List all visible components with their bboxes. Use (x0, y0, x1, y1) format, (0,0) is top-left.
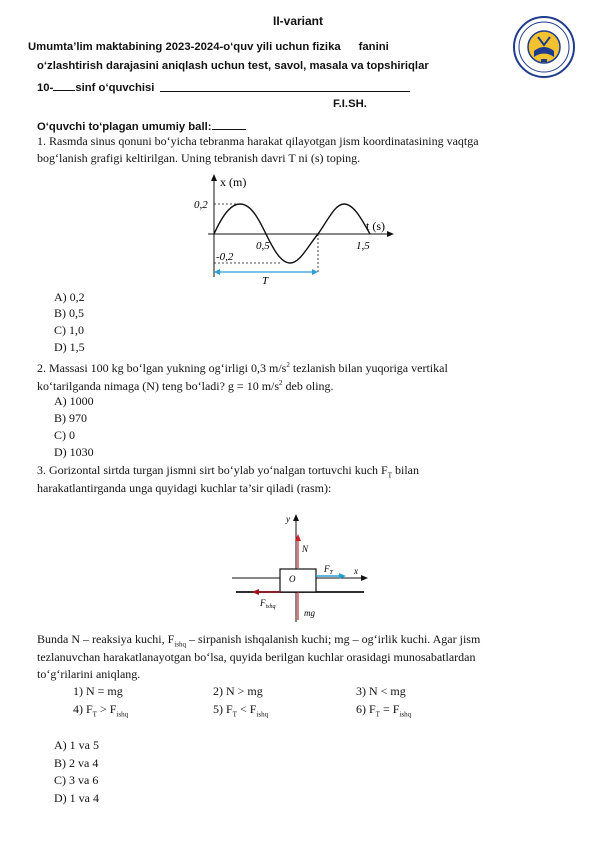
q3-text-1: 3. Gorizontal sirtda turgan jismni sirt bo‘ylab yo‘nalgan tortuvchi kuch $F_T$ bilan (37, 463, 419, 480)
x-tick-1: 0,5 (256, 240, 270, 252)
fig-ft-label: $F_T$ (324, 564, 333, 576)
q2-text-2: ko‘tarilganda nimaga (N) teng bo‘ladi? g = 10 $m/s^2$ deb oling. (37, 379, 334, 393)
variant-title: II-variant (272, 14, 323, 28)
q3-para-1: Bunda N – reaksiya kuchi, $F_{ishq}$ – sirpanish ishqalanish kuchi; mg – og‘irlik kuchi. Agar jism (37, 632, 481, 649)
period-label: T (262, 275, 269, 287)
y-tick-neg: -0,2 (216, 251, 234, 263)
score-label: O‘quvchi to‘plagan umumiy ball: (37, 119, 246, 133)
y-tick-pos: 0,2 (194, 199, 208, 211)
fish-label: F.I.SH. (333, 98, 367, 110)
q1-text-2: bog‘lanish grafigi keltirilgan. Uning tebranish davri T ni (s) toping. (37, 151, 361, 165)
q3-relation-4: 4) $F_T > F_{ishq}$ (73, 702, 129, 719)
q2-text-1: 2. Massasi 100 kg bo‘lgan yukning og‘irligi 0,3 $m/s^2$ tezlanish bilan yuqoriga vertikal (37, 361, 448, 375)
q3-option-a[interactable]: A) 1 va 5 (54, 738, 99, 752)
q3-relation-6: 6) $F_T = F_{ishq}$ (356, 702, 412, 719)
fig-x-label: x (354, 566, 358, 576)
q1-option-c[interactable]: C) 1,0 (54, 323, 84, 337)
q3-relation-2: 2) N > mg (213, 684, 263, 698)
q2-option-c[interactable]: C) 0 (54, 428, 75, 442)
q2-option-d[interactable]: D) 1030 (54, 445, 94, 459)
name-underline (160, 91, 410, 92)
fig-y-label: y (286, 514, 290, 524)
q3-para-3: to‘g‘rilarini aniqlang. (37, 667, 141, 681)
q3-option-d[interactable]: D) 1 va 4 (54, 791, 99, 805)
q3-relation-5: 5) $F_T < F_{ishq}$ (213, 702, 269, 719)
q1-option-d[interactable]: D) 1,5 (54, 340, 85, 354)
fig-mg-label: mg (304, 608, 315, 618)
q1-sine-graph (190, 172, 405, 287)
q1-option-b[interactable]: B) 0,5 (54, 306, 84, 320)
q1-text-1: 1. Rasmda sinus qonuni bo‘yicha tebranma harakat qilayotgan jism koordinatasining vaqtga (37, 134, 479, 148)
x-axis-label: t (s) (366, 219, 385, 233)
q3-relation-1: 1) N = mg (73, 684, 123, 698)
q3-force-diagram (228, 510, 368, 625)
q3-option-b[interactable]: B) 2 va 4 (54, 756, 99, 770)
q3-para-2: tezlanuvchan harakatlanayotgan bo‘lsa, quyida berilgan kuchlar orasidagi munosabatlardan (37, 650, 476, 664)
header-line-1: Umumta’lim maktabining 2023-2024-o‘quv yili uchun fizika fanini (28, 41, 389, 53)
q3-relation-3: 3) N < mg (356, 684, 406, 698)
fig-n-label: N (302, 544, 309, 554)
q3-option-c[interactable]: C) 3 va 6 (54, 773, 99, 787)
class-line: 10- sinf o‘quvchisi (37, 82, 155, 94)
ministry-logo (512, 15, 576, 79)
q1-option-a[interactable]: A) 0,2 (54, 290, 85, 304)
header-line-2: o‘zlashtirish darajasini aniqlash uchun test, savol, masala va topshiriqlar (37, 60, 429, 72)
q3-text-2: harakatlantirganda unga quyidagi kuchlar ta’sir qiladi (rasm): (37, 481, 332, 495)
fig-o-label: O (289, 574, 296, 584)
fig-fishq-label: $F_{ishq}$ (260, 598, 276, 610)
y-axis-label: x (m) (220, 175, 247, 189)
q2-option-a[interactable]: A) 1000 (54, 394, 94, 408)
q2-option-b[interactable]: B) 970 (54, 411, 87, 425)
x-tick-2: 1,5 (356, 240, 370, 252)
